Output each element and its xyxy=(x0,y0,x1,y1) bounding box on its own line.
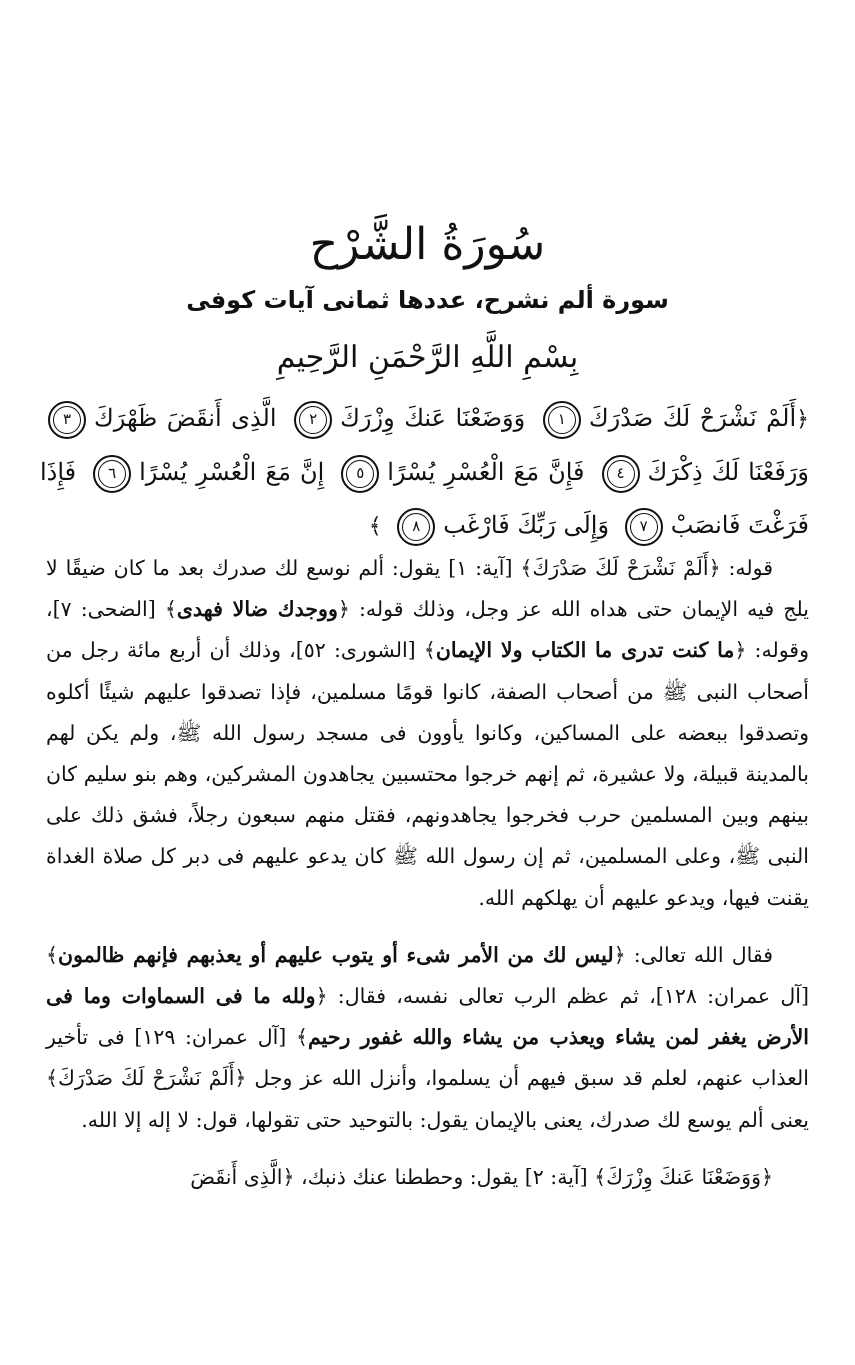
ayah-number-marker: ١ xyxy=(543,401,581,439)
commentary-text: ﴾ [الضحى: ٧]، وقوله: ﴿ xyxy=(46,597,809,663)
verse-text: وَرَفَعْنَا لَكَ ذِكْرَكَ xyxy=(647,458,809,486)
ayah-number-marker: ٧ xyxy=(625,508,663,546)
verse-text: وَإِلَى رَبِّكَ فَارْغَب xyxy=(443,511,610,539)
quran-verses-block xyxy=(40,392,809,553)
ayah-number-marker: ٢ xyxy=(294,401,332,439)
surah-subtitle: سورة ألم نشرح، عددها ثمانى آيات كوفى xyxy=(186,286,669,314)
verse-text: فَإِنَّ مَعَ الْعُسْرِ يُسْرًا xyxy=(387,458,585,486)
verse-text: فَإِذَا فَرَغْتَ فَانصَبْ xyxy=(40,458,809,539)
open-bracket: ﴿ xyxy=(796,407,810,432)
verse-text: أَلَمْ نَشْرَحْ لَكَ صَدْرَكَ xyxy=(588,404,797,432)
ayah-number-marker: ٤ xyxy=(602,455,640,493)
ayah-number-marker: ٨ xyxy=(397,508,435,546)
ayah-number-marker: ٦ xyxy=(93,455,131,493)
commentary-block xyxy=(46,548,809,1198)
quoted-verse-bold: ليس لك من الأمر شىء أو يتوب عليهم أو يعذبهم فإنهم ظالمون xyxy=(58,942,614,967)
commentary-text: ﴾ [آل عمران: ١٢٨]، ثم عظم الرب تعالى نفسه، فقال: ﴿ xyxy=(46,942,809,1009)
commentary-text: قوله: ﴿أَلَمْ نَشْرَحْ لَكَ صَدْرَكَ﴾ [آية: ١] يقول: ألم نوسع لك صدرك بعد ما كان ضيقًا لا يلج فيه الإيمان حتى هداه الله عز وجل، وذلك قوله: ﴿ xyxy=(46,556,809,622)
commentary-paragraph-1 xyxy=(46,548,809,919)
verse-text: وَوَضَعْنَا عَنكَ وِزْرَكَ xyxy=(340,404,526,432)
surah-title: سُورَةُ الشَّرْح xyxy=(309,219,546,270)
ayah-number-marker: ٣ xyxy=(48,401,86,439)
commentary-text: فقال الله تعالى: ﴿ xyxy=(613,942,774,967)
commentary-text: ﴾ [آل عمران: ١٢٩] فى تأخير العذاب عنهم، لعلم قد سبق فيهم أن يسلموا، وأنزل الله عز وجل ﴿أَلَمْ نَشْرَحْ لَكَ صَدْرَكَ﴾ يعنى ألم يوسع لك صدرك، يعنى بالإيمان يقول: بالتوحيد حتى تقولها، قول: لا إله إلا الله. xyxy=(46,1025,809,1132)
commentary-paragraph-3 xyxy=(46,1157,809,1198)
quoted-verse-bold: ما كنت تدرى ما الكتاب ولا الإيمان xyxy=(435,638,735,663)
verse-text: الَّذِى أَنقَضَ ظَهْرَكَ xyxy=(94,404,277,432)
commentary-text: ﴾ [الشورى: ٥٢]، وذلك أن أربع مائة رجل من أصحاب النبى ﷺ من أصحاب الصفة، كانوا قومًا مسلمين، فإذا تصدقوا عليهم شيئًا أكلوه وتصدقوا ببعضه على المساكين، وكانوا يأوون فى مسجد رسول الله ﷺ، ولم يكن لهم بالمدينة قبيلة، ولا عشيرة، ثم إنهم خرجوا محتسبين يجاهدون المشركين، وهم بنو سليم كان بينهم وبين المسلمين حرب فخرجوا يجاهدونهم، فقتل منهم سبعون رجلاً، فشق ذلك على النبى ﷺ، وعلى المسلمين، ثم إن رسول الله ﷺ كان يدعو عليهم فى دبر كل صلاة الغداة يقنت فيها، ويدعو عليهم أن يهلكهم الله. xyxy=(46,638,809,910)
quoted-verse-bold: ولله ما فى السماوات وما فى الأرض يغفر لمن يشاء ويعذب من يشاء والله غفور رحيم xyxy=(46,984,810,1050)
commentary-text: ﴿وَوَضَعْنَا عَنكَ وِزْرَكَ﴾ [آية: ٢] يقول: وحططنا عنك ذنبك، ﴿الَّذِى أَنقَضَ xyxy=(190,1164,773,1189)
basmala: بِسْمِ اللَّهِ الرَّحْمَنِ الرَّحِيمِ xyxy=(276,340,579,375)
close-bracket: ﴾ xyxy=(368,514,382,539)
verse-text: إِنَّ مَعَ الْعُسْرِ يُسْرًا xyxy=(139,458,325,486)
commentary-paragraph-2 xyxy=(46,935,809,1141)
quoted-verse-bold: ووجدك ضالا فهدى xyxy=(176,597,338,622)
ayah-number-marker: ٥ xyxy=(341,455,379,493)
